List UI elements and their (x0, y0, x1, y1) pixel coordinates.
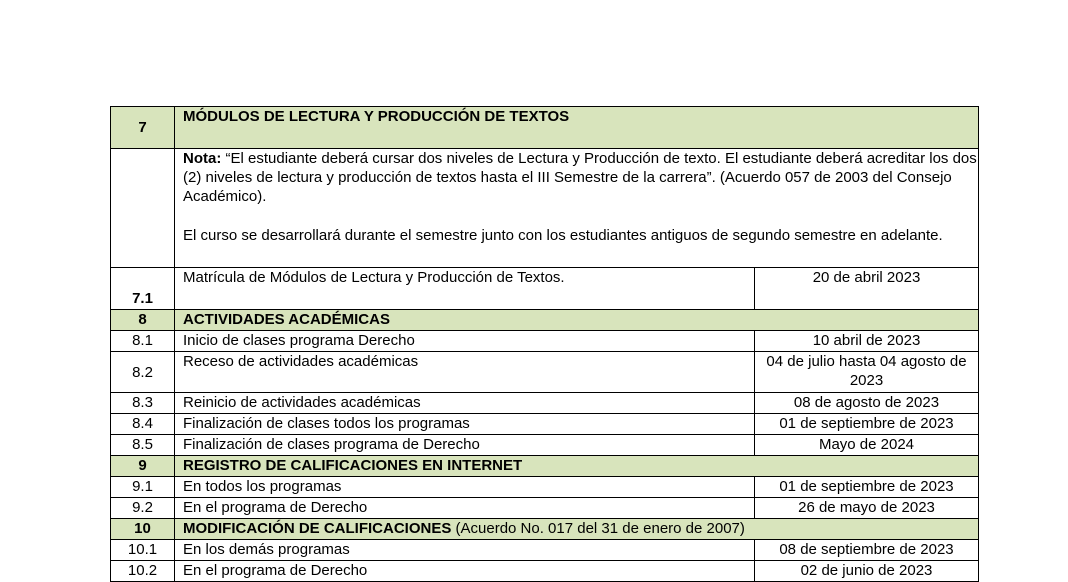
item-number: 8.4 (111, 414, 175, 435)
section-title: MÓDULOS DE LECTURA Y PRODUCCIÓN DE TEXTOS (175, 107, 979, 149)
table-row (111, 540, 979, 561)
section-header-row (111, 456, 979, 477)
item-description: Finalización de clases todos los programas (175, 414, 755, 435)
section-number: 8 (111, 310, 175, 331)
item-date: Mayo de 2024 (755, 435, 979, 456)
table-row (111, 393, 979, 414)
item-number: 9.2 (111, 498, 175, 519)
item-date: 26 de mayo de 2023 (755, 498, 979, 519)
section-title: ACTIVIDADES ACADÉMICAS (175, 310, 979, 331)
item-description: Matrícula de Módulos de Lectura y Producción de Textos. (175, 268, 755, 310)
item-date: 01 de septiembre de 2023 (755, 414, 979, 435)
table-row (111, 331, 979, 352)
item-date: 10 abril de 2023 (755, 331, 979, 352)
note-text-2: El curso se desarrollará durante el semestre junto con los estudiantes antiguos de segundo semestre en adelante. (183, 227, 943, 244)
item-description: En el programa de Derecho (175, 498, 755, 519)
section-number: 9 (111, 456, 175, 477)
item-number: 9.1 (111, 477, 175, 498)
section-title-cell (175, 519, 979, 540)
note-label: Nota: (183, 150, 222, 167)
section-number: 7 (111, 107, 175, 149)
section-number: 10 (111, 519, 175, 540)
item-number: 8.1 (111, 331, 175, 352)
item-date: 08 de agosto de 2023 (755, 393, 979, 414)
section-title-suffix: (Acuerdo No. 017 del 31 de enero de 2007) (451, 520, 745, 537)
table-row (111, 498, 979, 519)
item-number: 7.1 (111, 268, 175, 310)
note-cell (175, 149, 979, 268)
item-description: En los demás programas (175, 540, 755, 561)
item-description: Receso de actividades académicas (175, 352, 755, 393)
item-number: 8.5 (111, 435, 175, 456)
section-header-row (111, 519, 979, 540)
item-date: 01 de septiembre de 2023 (755, 477, 979, 498)
academic-calendar-table (110, 106, 979, 582)
item-date: 04 de julio hasta 04 agosto de 2023 (755, 352, 979, 393)
empty-cell (111, 149, 175, 268)
item-number: 8.2 (111, 352, 175, 393)
item-date: 08 de septiembre de 2023 (755, 540, 979, 561)
section-title: REGISTRO DE CALIFICACIONES EN INTERNET (175, 456, 979, 477)
table-row (111, 561, 979, 582)
section-header-row (111, 107, 979, 149)
item-date: 02 de junio de 2023 (755, 561, 979, 582)
item-description: Reinicio de actividades académicas (175, 393, 755, 414)
section-header-row (111, 310, 979, 331)
table-row (111, 414, 979, 435)
item-description: Finalización de clases programa de Derecho (175, 435, 755, 456)
table-row (111, 352, 979, 393)
section-title: MODIFICACIÓN DE CALIFICACIONES (183, 520, 452, 537)
item-description: En todos los programas (175, 477, 755, 498)
item-description: Inicio de clases programa Derecho (175, 331, 755, 352)
item-number: 10.2 (111, 561, 175, 582)
note-text: “El estudiante deberá cursar dos niveles de Lectura y Producción de texto. El estudiante deberá acreditar los dos (2) niveles de lectura y producción de textos hasta el III Semestre de la carrera”. (Acuerdo 057 de 2003 del Consejo Académico). (183, 150, 977, 205)
table-row (111, 268, 979, 310)
table-row (111, 435, 979, 456)
note-row (111, 149, 979, 268)
item-description: En el programa de Derecho (175, 561, 755, 582)
item-date: 20 de abril 2023 (755, 268, 979, 310)
table-row (111, 477, 979, 498)
item-number: 10.1 (111, 540, 175, 561)
item-number: 8.3 (111, 393, 175, 414)
